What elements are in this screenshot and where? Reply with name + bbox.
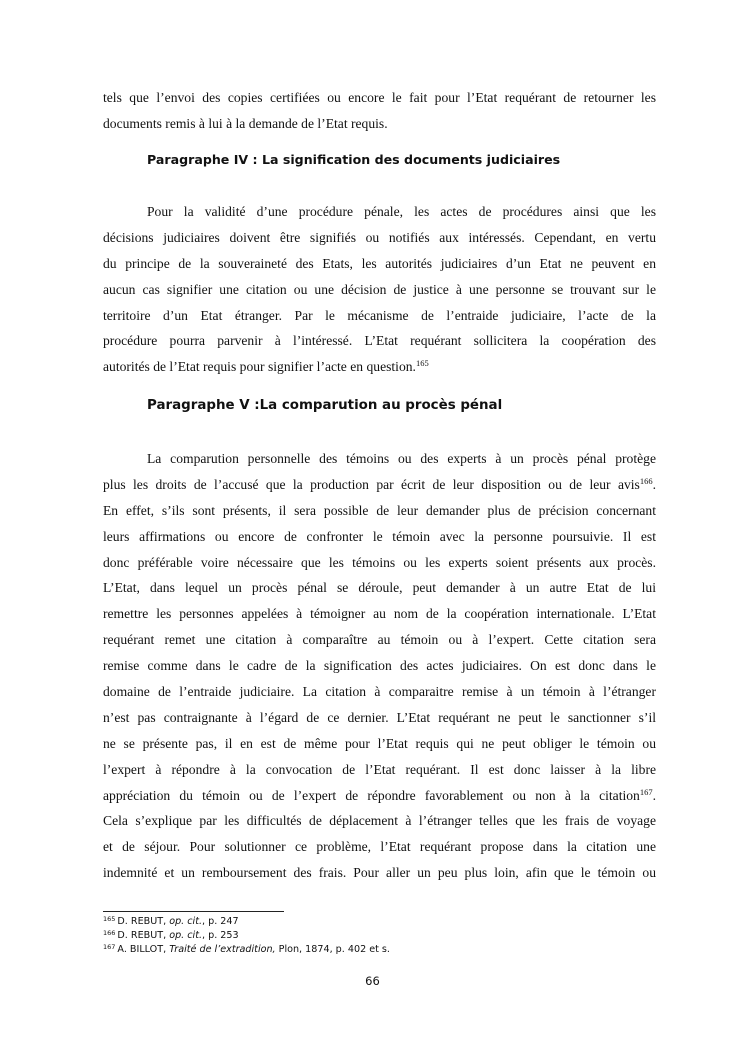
text-line: domaine de l’entraide judiciaire. La citation à comparaitre remise à un témoin à l’étranger bbox=[103, 684, 656, 700]
footnote-165 bbox=[103, 915, 663, 929]
text-line-content: appréciation du témoin ou de l’expert de répondre favorablement ou non à la citation bbox=[103, 787, 640, 803]
text-line: procédure pourra parvenir à l’intéressé. L’Etat requérant sollicitera la coopération des bbox=[103, 333, 656, 349]
text-line-content: autorités de l’Etat requis pour signifier l’acte en question. bbox=[103, 359, 416, 375]
text-line: indemnité et un remboursement des frais. Pour aller un peu plus loin, afin que le témoin ou bbox=[103, 865, 656, 881]
text-line: Cela s’explique par les difficultés de déplacement à l’étranger telles que les frais de voyage bbox=[103, 813, 656, 829]
text-line: territoire d’un Etat étranger. Par le mécanisme de l’entraide judiciaire, l’acte de la bbox=[103, 307, 656, 323]
text-line: tels que l’envoi des copies certifiées ou encore le fait pour l’Etat requérant de retourner les bbox=[103, 90, 656, 105]
text-line: En effet, s’ils sont présents, il sera possible de leur demander plus de précision concernant bbox=[103, 502, 656, 518]
text-line-tail: . bbox=[652, 476, 656, 492]
text-line: Pour la validité d’une procédure pénale, les actes de procédures ainsi que les bbox=[147, 204, 656, 219]
text-line: n’est pas contraignante à l’égard de ce dernier. L’Etat requérant ne peut le sanctionner s’il bbox=[103, 709, 656, 725]
text-line-content: plus les droits de l’accusé que la production par écrit de leur disposition ou de leur avis bbox=[103, 476, 640, 492]
footnote-number: 165 bbox=[103, 915, 116, 923]
text-line: et de séjour. Pour solutionner ce problème, l’Etat requérant propose dans la citation une bbox=[103, 839, 656, 855]
text-line: donc préférable voire nécessaire que les témoins ou les experts soient présents aux procès. bbox=[103, 554, 656, 570]
footnote-ref-165: 165 bbox=[415, 358, 429, 369]
text-line: décisions judiciaires doivent être signifiés ou notifiés aux intéressés. Cependant, en vertu bbox=[103, 229, 656, 245]
section-heading-v: Paragraphe V :La comparution au procès pénal bbox=[147, 398, 503, 413]
text-line: du principe de la souveraineté des Etats, les autorités judiciaires d’un Etat ne peuvent en bbox=[103, 255, 656, 271]
text-line: remise comme dans le cadre de la signification des actes judiciaires. On est donc dans le bbox=[103, 658, 656, 674]
footnote-ref-167: 167 bbox=[639, 786, 653, 797]
footnote-166 bbox=[103, 929, 663, 943]
footnotes bbox=[103, 915, 663, 957]
footnote-title: op. cit. bbox=[169, 930, 203, 941]
footnote-author: D. REBUT, bbox=[117, 916, 170, 927]
footnote-author: D. REBUT, bbox=[117, 930, 170, 941]
footnote-number: 166 bbox=[103, 929, 116, 937]
section-heading-iv: Paragraphe IV : La signification des documents judiciaires bbox=[147, 152, 561, 167]
footnote-167 bbox=[103, 943, 663, 957]
footnote-author: A. BILLOT, bbox=[117, 944, 170, 955]
text-line: documents remis à lui à la demande de l’Etat requis. bbox=[103, 115, 388, 131]
text-line bbox=[103, 354, 656, 380]
text-line: requérant remet une citation à comparaître au témoin ou à l’expert. Cette citation sera bbox=[103, 632, 656, 648]
footnote-number: 167 bbox=[103, 943, 116, 951]
page-number: 66 bbox=[365, 974, 380, 988]
footnote-ref-166: 166 bbox=[639, 475, 653, 486]
text-line: L’Etat, dans lequel un procès pénal se déroule, peut demander à un autre Etat de lui bbox=[103, 580, 656, 596]
footnote-rest: , p. 253 bbox=[202, 930, 239, 941]
paragraph-iv bbox=[103, 199, 656, 380]
footnote-title: Traité de l’extradition, bbox=[169, 944, 276, 955]
text-line: remettre les personnes appelées à témoigner au nom de la coopération internationale. L’Etat bbox=[103, 606, 656, 622]
paragraph-v bbox=[103, 446, 656, 886]
text-line-tail: . bbox=[652, 787, 656, 803]
text-line: ne se présente pas, il en est de même pour l’Etat requis qui ne peut obliger le témoin ou bbox=[103, 735, 656, 751]
footnote-rest: Plon, 1874, p. 402 et s. bbox=[275, 944, 390, 955]
footnote-title: op. cit. bbox=[169, 916, 203, 927]
footnote-rest: , p. 247 bbox=[202, 916, 239, 927]
text-line: l’expert à répondre à la convocation de l’Etat requérant. Il est donc laisser à la libre bbox=[103, 761, 656, 777]
text-line: La comparution personnelle des témoins ou des experts à un procès pénal protège bbox=[147, 451, 656, 466]
footnote-divider bbox=[103, 911, 284, 912]
text-line bbox=[103, 783, 656, 809]
text-line: leurs affirmations ou encore de confronter le témoin avec la personne poursuivie. Il est bbox=[103, 528, 656, 544]
intro-paragraph bbox=[103, 85, 656, 137]
text-line bbox=[103, 472, 656, 498]
text-line: aucun cas signifier une citation ou une décision de justice à une personne se trouvant sur le bbox=[103, 281, 656, 297]
